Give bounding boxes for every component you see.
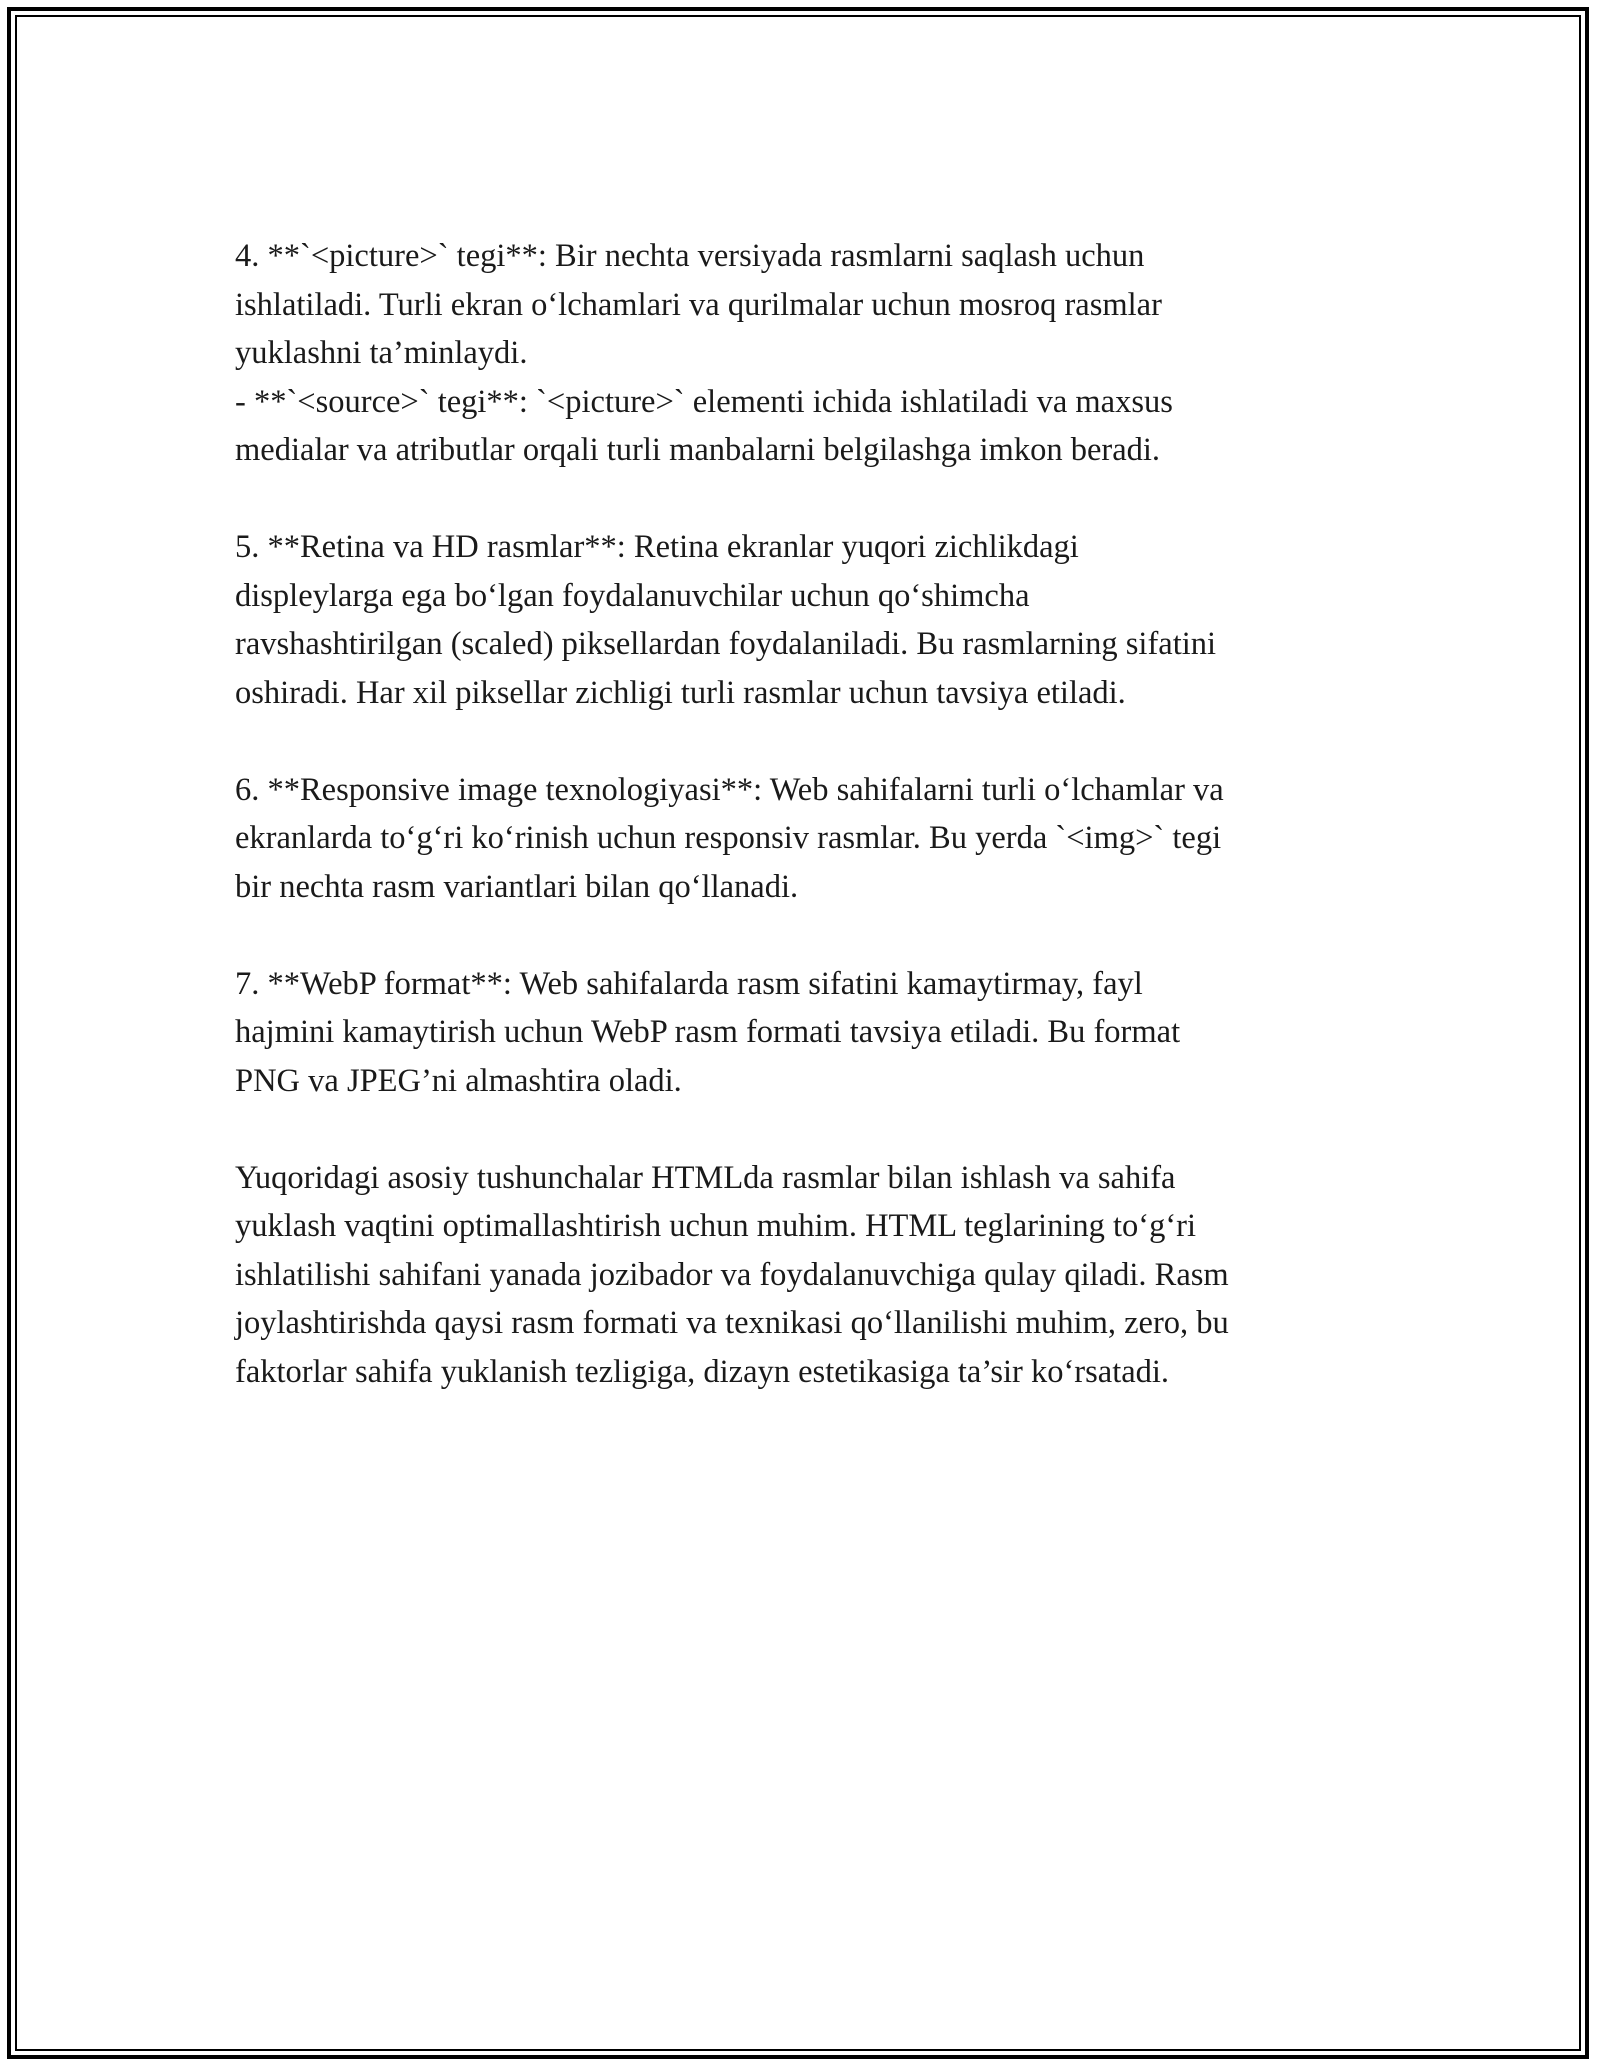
paragraph-retina-hd: 5. **Retina va HD rasmlar**: Retina ekranlar yuqori zichlikdagi displeylarga ega bo‘lgan foydalanuvchilar uchun qo‘shimcha ravshashtirilgan (scaled) piksellardan foydalaniladi. Bu rasmlarning sifatini oshiradi. Har xil piksellar zichligi turli rasmlar uchun tavsiya etiladi. [235,529,1217,711]
paragraph-picture-tag: 4. **`<picture>` tegi**: Bir nechta versiyada rasmlarni saqlash uchun ishlatiladi. Turli ekran o‘lchamlari va qurilmalar uchun mosroq rasmlar yuklashni ta’minlaydi. - **`<source>` tegi**: `<picture>` elementi ichida ishlatiladi va maxsus medialar va atributlar orqali turli manbalarni belgilashga imkon beradi. [235,238,1173,468]
paragraph-conclusion: Yuqoridagi asosiy tushunchalar HTMLda rasmlar bilan ishlash va sahifa yuklash vaqtini optimallashtirish uchun muhim. HTML teglarining to‘g‘ri ishlatilishi sahifani yanada jozibador va foydalanuvchiga qulay qiladi. Rasm joylashtirishda qaysi rasm formati va texnikasi qo‘llanilishi muhim, zero, bu faktorlar sahifa yuklanish tezligiga, dizayn estetikasiga ta’sir ko‘rsatadi. [235,1159,1229,1390]
document-body [235,232,1365,1445]
paragraph-webp-format: 7. **WebP format**: Web sahifalarda rasm sifatini kamaytirmay, fayl hajmini kamaytirish uchun WebP rasm formati tavsiya etiladi. Bu format PNG va JPEG’ni almashtira oladi. [235,965,1181,1099]
paragraph-responsive-image: 6. **Responsive image texnologiyasi**: Web sahifalarni turli o‘lchamlar va ekranlarda to‘g‘ri ko‘rinish uchun responsiv rasmlar. Bu yerda `<img>` tegi bir nechta rasm variantlari bilan qo‘llanadi. [235,771,1224,905]
